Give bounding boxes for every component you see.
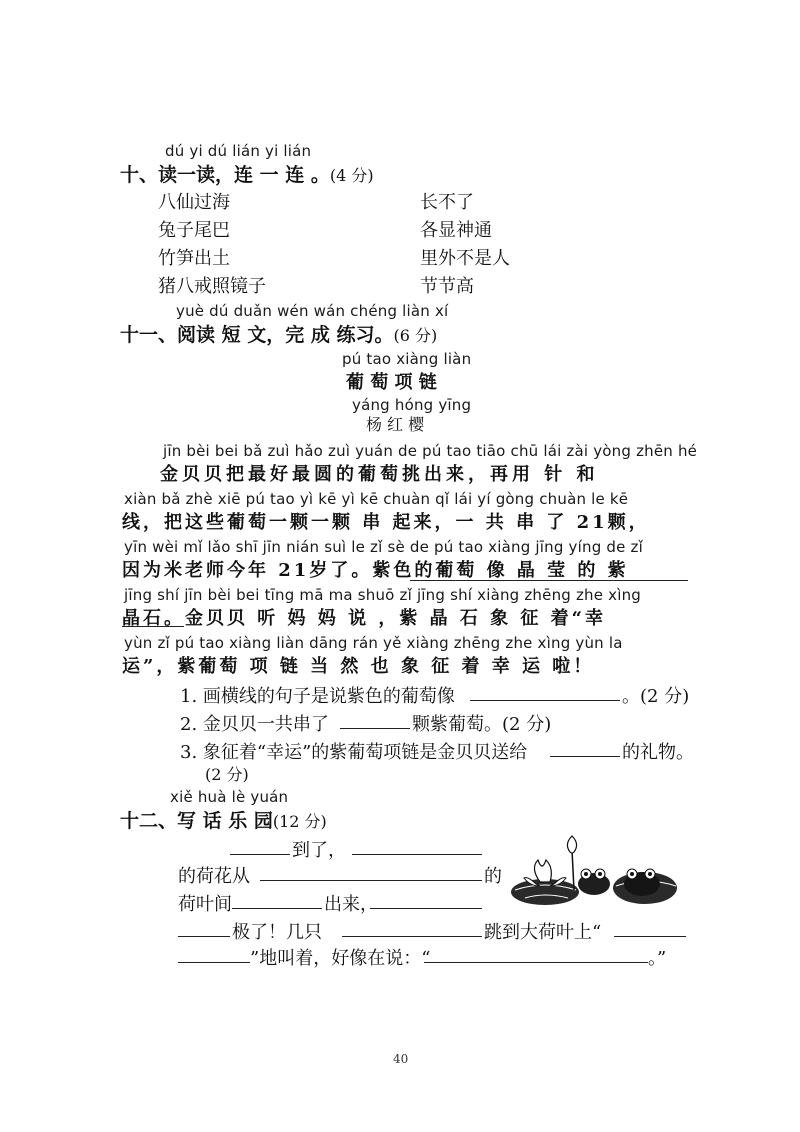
match-left-2[interactable]: 兔子尾巴 <box>158 220 230 241</box>
section11-score: (6 分) <box>393 326 438 345</box>
write-blank-10[interactable] <box>424 962 648 963</box>
write-blank-7[interactable] <box>342 936 482 937</box>
match-left-3[interactable]: 竹笋出土 <box>158 248 230 269</box>
story-pinyin-1: jīn bèi bei bǎ zuì hǎo zuì yuán de pú tao tiāo chū lái zài yòng zhēn hé <box>163 442 698 460</box>
write-blank-9[interactable] <box>178 962 250 963</box>
write-blank-4[interactable] <box>232 908 322 909</box>
story-title: 葡 萄 项 链 <box>346 372 437 393</box>
author-pinyin: yáng hóng yīng <box>352 396 472 414</box>
story-line-4: 晶石。金贝贝 听 妈 妈 说 ，紫 晶 石 象 征 着“幸 <box>122 608 607 629</box>
story-pinyin-4: jīng shí jīn bèi bei tīng mā ma shuō zǐ jīng shí xiàng zhēng zhe xìng <box>124 586 642 604</box>
sentence-underline-1 <box>410 580 688 581</box>
write-text-l3b: 出来， <box>324 894 378 915</box>
write-blank-6[interactable] <box>178 936 230 937</box>
section10-title-text: 十、读一读，连 一 连 。 <box>120 164 330 186</box>
section10-score: (4 分) <box>329 166 374 185</box>
write-text-l4a: 极了！几只 <box>232 922 322 943</box>
answer-blank-3[interactable] <box>550 756 620 757</box>
section11-title-text: 十一、阅读 短 文，完 成 练习。 <box>120 324 394 346</box>
lotus-flower-left <box>524 860 566 886</box>
section12-title <box>120 806 327 833</box>
match-left-4[interactable]: 猪八戒照镜子 <box>158 276 266 297</box>
lotus-bud <box>567 836 576 890</box>
write-text-l4b: 跳到大荷叶上“ <box>484 922 602 943</box>
write-blank-8[interactable] <box>614 936 686 937</box>
story-title-pinyin: pú tao xiàng liàn <box>342 350 472 368</box>
answer-blank-2[interactable] <box>340 728 410 729</box>
question-3: 3. 象征着“幸运”的紫葡萄项链是金贝贝送给 <box>180 742 528 763</box>
write-text-l2a: 的荷花从 <box>178 866 250 887</box>
question-1-end: 。(2 分) <box>622 686 690 707</box>
write-blank-1[interactable] <box>230 854 290 855</box>
story-line-1: 金贝贝把最好最圆的葡萄挑出来，再用 针 和 <box>160 464 599 485</box>
write-blank-5[interactable] <box>370 908 482 909</box>
story-pinyin-2: xiàn bǎ zhè xiē pú tao yì kē yì kē chuàn qǐ lái yí gòng chuàn le kē <box>124 490 629 508</box>
story-pinyin-3: yīn wèi mǐ lǎo shī jīn nián suì le zǐ sè de pú tao xiàng jīng yíng de zǐ <box>124 538 643 556</box>
sentence-underline-2 <box>122 626 184 627</box>
section12-pinyin: xiě huà lè yuán <box>170 788 289 806</box>
write-blank-2[interactable] <box>352 854 482 855</box>
story-line-2: 线，把这些葡萄一颗一颗 串 起来，一 共 串 了 21颗， <box>122 512 650 533</box>
section11-pinyin: yuè dú duǎn wén wán chéng liàn xí <box>176 302 449 320</box>
answer-blank-1[interactable] <box>470 700 620 701</box>
write-text-l5a: ”地叫着，好像在说：“ <box>250 948 431 969</box>
lotus-frog-illustration <box>510 830 680 920</box>
lotus-leaf-left <box>511 879 579 905</box>
write-text-l5b: 。” <box>648 948 667 969</box>
section12-score: (12 分) <box>272 812 327 831</box>
question-2: 2. 金贝贝一共串了 <box>180 714 329 735</box>
write-text-l2b: 的 <box>484 866 502 887</box>
page-number: 40 <box>393 1052 409 1066</box>
question-1: 1. 画横线的句子是说紫色的葡萄像 <box>180 686 455 707</box>
write-text-l3a: 荷叶间 <box>178 894 232 915</box>
section12-title-text: 十二、写 话 乐 园 <box>120 810 273 832</box>
story-line-5: 运”，紫葡萄 项 链 当 然 也 象 征 着 幸 运 啦！ <box>122 656 595 677</box>
question-3-end: 的礼物。 <box>622 742 694 763</box>
write-blank-3[interactable] <box>260 880 482 881</box>
story-line-3: 因为米老师今年 21岁了。紫色的葡萄 像 晶 莹 的 紫 <box>122 560 629 581</box>
section10-title <box>120 160 374 187</box>
match-right-1[interactable]: 长不了 <box>420 192 474 213</box>
match-right-4[interactable]: 节节高 <box>420 276 474 297</box>
story-pinyin-5: yùn zǐ pú tao xiàng liàn dāng rán yě xiàng zhēng zhe xìng yùn la <box>124 634 623 652</box>
frog-left <box>578 869 610 895</box>
question-3-score: (2 分) <box>205 765 249 784</box>
match-right-2[interactable]: 各显神通 <box>420 220 492 241</box>
section10-pinyin: dú yi dú lián yi lián <box>165 142 312 160</box>
match-left-1[interactable]: 八仙过海 <box>158 192 230 213</box>
frog-right <box>624 869 660 896</box>
match-right-3[interactable]: 里外不是人 <box>420 248 510 269</box>
author: 杨 红 樱 <box>366 415 425 434</box>
section11-title <box>120 320 437 347</box>
question-2-end: 颗紫葡萄。(2 分) <box>412 714 552 735</box>
write-text-l1: 到了， <box>292 840 346 861</box>
